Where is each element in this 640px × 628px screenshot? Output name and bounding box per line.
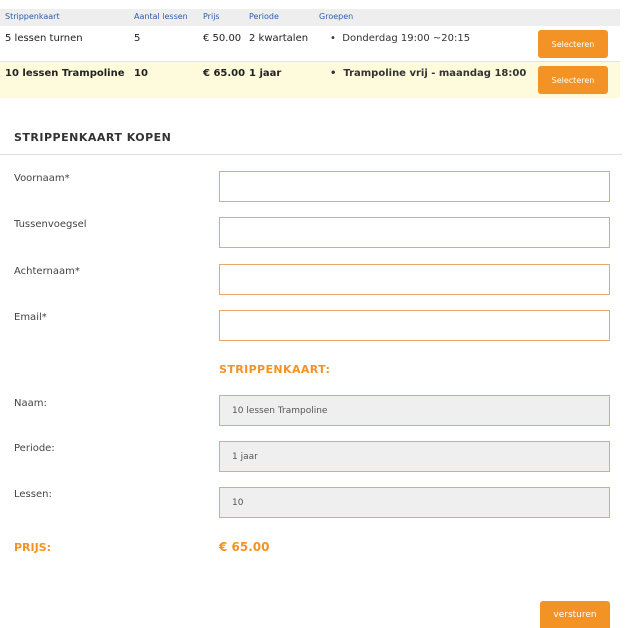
tussenvoegsel-label: Tussenvoegsel: [14, 219, 87, 230]
cell-periode: 2 kwartalen: [249, 33, 309, 44]
cell-periode: 1 jaar: [249, 68, 282, 79]
cell-aantal: 10: [134, 68, 148, 79]
cell-groep: • Trampoline vrij - maandag 18:00: [330, 68, 527, 79]
tussenvoegsel-input[interactable]: [219, 217, 610, 248]
achternaam-input[interactable]: [219, 264, 610, 295]
email-input[interactable]: [219, 310, 610, 341]
periode-label: Periode:: [14, 443, 55, 454]
naam-label: Naam:: [14, 398, 47, 409]
prijs-value: € 65.00: [219, 540, 270, 554]
naam-field: [219, 395, 610, 426]
email-label: Email*: [14, 312, 47, 323]
strippenkaart-table: [0, 0, 640, 100]
header-prijs: Prijs: [203, 12, 220, 21]
table-header: [0, 9, 620, 26]
form-title: STRIPPENKAART KOPEN: [14, 131, 172, 144]
lessen-label: Lessen:: [14, 489, 52, 500]
lessen-field: [219, 487, 610, 518]
select-button[interactable]: Selecteren: [538, 30, 608, 58]
versturen-button[interactable]: versturen: [540, 601, 610, 628]
cell-prijs: € 65.00: [203, 68, 246, 79]
table-row: [0, 27, 620, 61]
header-strippenkaart: Strippenkaart: [5, 12, 60, 21]
cell-strippenkaart: 10 lessen Trampoline: [5, 68, 125, 79]
title-divider: [0, 154, 622, 155]
strippenkaart-subtitle: STRIPPENKAART:: [219, 363, 331, 376]
cell-aantal: 5: [134, 33, 141, 44]
voornaam-label: Voornaam*: [14, 173, 70, 184]
header-aantal-lessen: Aantal lessen: [134, 12, 188, 21]
groep-label: Donderdag 19:00 ~20:15: [342, 33, 471, 44]
achternaam-label: Achternaam*: [14, 266, 80, 277]
cell-strippenkaart: 5 lessen turnen: [5, 33, 83, 44]
cell-groep: • Donderdag 19:00 ~20:15: [330, 33, 471, 44]
header-periode: Periode: [249, 12, 279, 21]
header-groepen: Groepen: [319, 12, 354, 21]
periode-field: [219, 441, 610, 472]
cell-prijs: € 50.00: [203, 33, 242, 44]
select-button[interactable]: Selecteren: [538, 66, 608, 94]
table-row-selected: [0, 62, 620, 98]
prijs-label: PRIJS:: [14, 541, 52, 554]
voornaam-input[interactable]: [219, 171, 610, 202]
groep-label: Trampoline vrij - maandag 18:00: [343, 68, 527, 79]
